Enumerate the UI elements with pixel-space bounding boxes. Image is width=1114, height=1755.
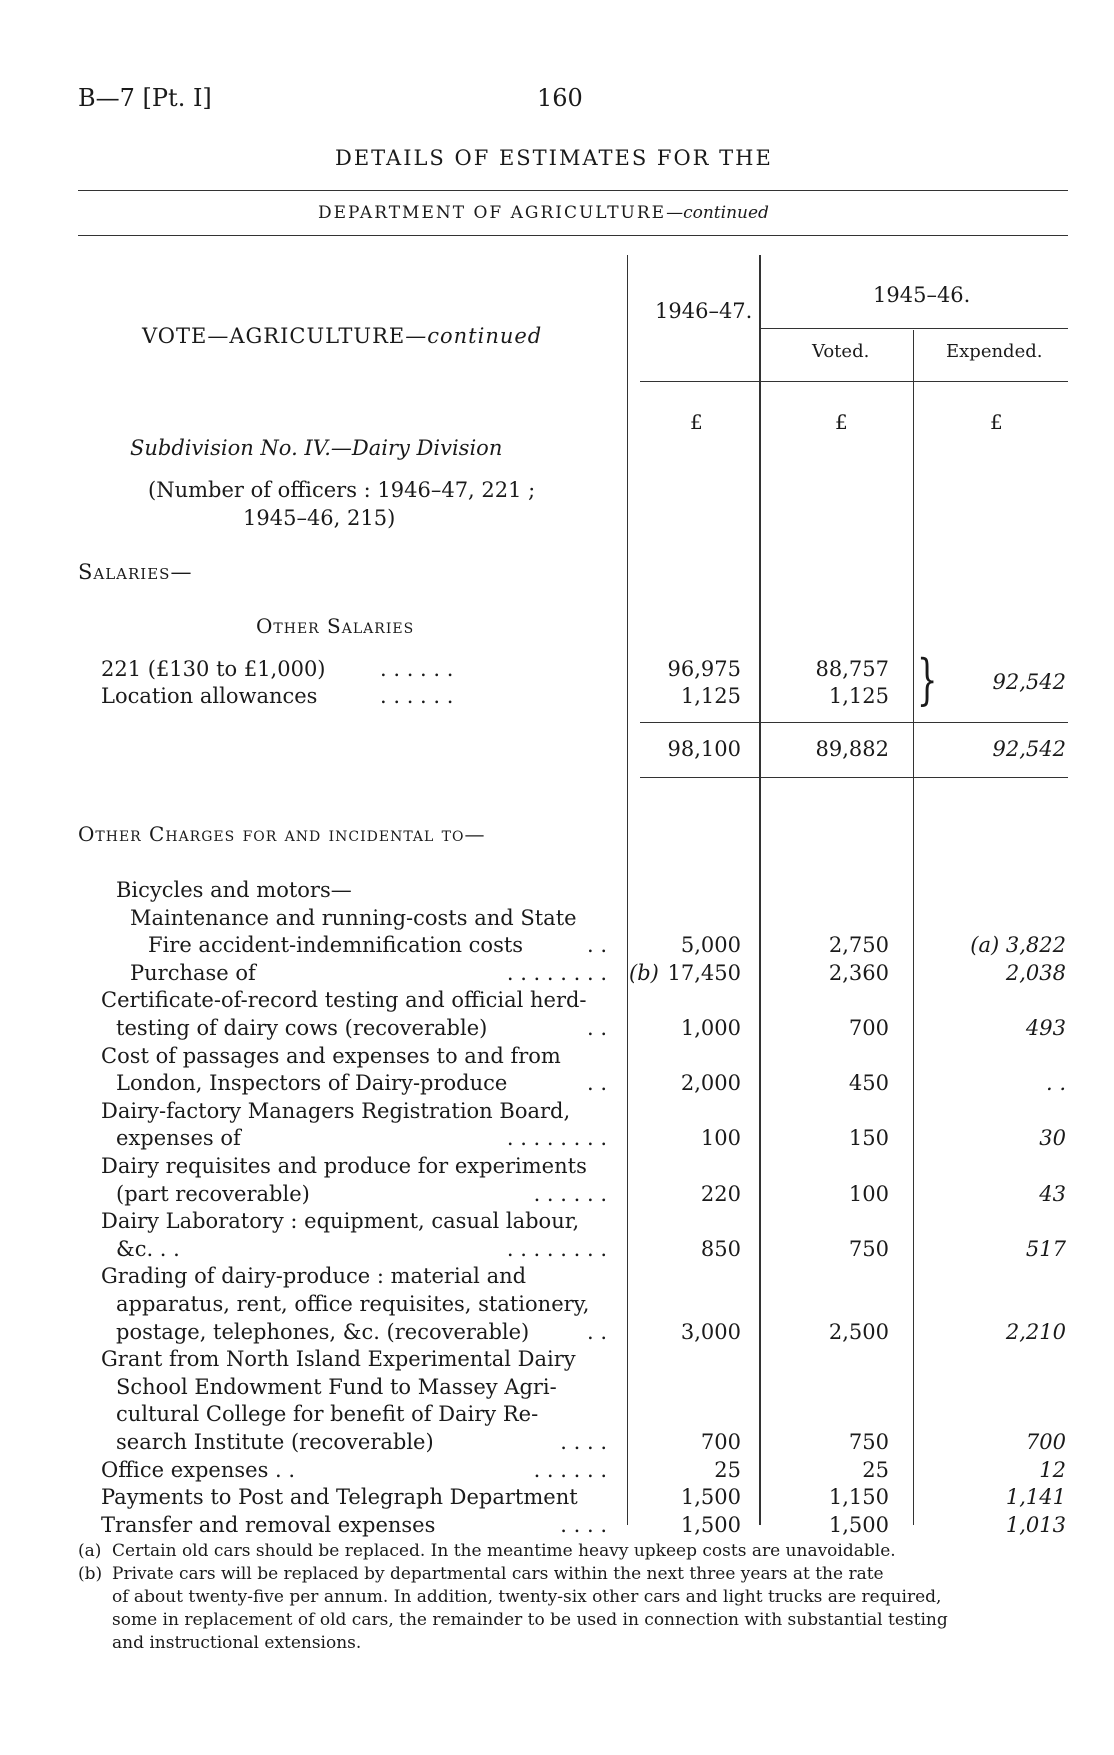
charge-line-label: Cost of passages and expenses to and from [101,1044,561,1068]
footnote-b-line: and instructional extensions. [112,1633,362,1653]
charge-value-1946: 25 [714,1458,741,1482]
charge-line-dots: . . . . [560,1430,607,1454]
charge-line-label: School Endowment Fund to Massey Agri- [116,1375,557,1399]
charge-value-expended: 30 [1039,1126,1066,1150]
charge-line-label: Office expenses . . [101,1458,296,1482]
charge-value-1946: 850 [700,1237,741,1261]
column-rule-expended [913,330,914,1525]
charge-value-voted: 1,500 [828,1513,889,1537]
subtitle-continued: —continued [666,203,769,223]
subtitle-rule [78,235,1068,236]
charge-value-expended: 493 [1025,1016,1066,1040]
charge-line-dots: . . . . . . [533,1458,607,1482]
charge-value-1946: 1,500 [680,1513,741,1537]
charge-value-voted: 750 [848,1430,889,1454]
col-head-voted: Voted. [812,341,870,362]
officers-line-2: 1945–46, 215) [243,506,396,530]
other-salaries-heading: Other Salaries [256,614,415,638]
charge-line-label: postage, telephones, &c. (recoverable) [116,1320,530,1344]
charge-line-dots: . . . . . . . . [506,961,607,985]
charge-line-label: Purchase of [130,961,256,985]
charge-line-dots: . . . . . . [533,1182,607,1206]
charge-value-expended: 1,013 [1005,1513,1066,1537]
salary-row-dots: . . . . . . [380,684,454,708]
vote-continued: —continued [405,324,543,348]
footnote-a-mark: (a) [78,1541,102,1561]
charge-value-1946: 1,500 [680,1485,741,1509]
salary-total-voted: 89,882 [815,737,889,761]
footnote-b-line: Private cars will be replaced by departmental cars within the next three years at the rate [112,1564,884,1584]
salary-bracket-expended: 92,542 [992,670,1066,694]
charge-line-label: Transfer and removal expenses [101,1513,436,1537]
charge-value-expended: 700 [1025,1430,1066,1454]
charge-line-label: Bicycles and motors— [116,878,352,902]
charge-value-voted: 700 [848,1016,889,1040]
charge-line-label: Payments to Post and Telegraph Department [101,1485,578,1509]
charge-line-label: Dairy-factory Managers Registration Board, [101,1099,571,1123]
currency-voted: £ [835,410,848,434]
charge-line-dots: . . [586,1016,607,1040]
charge-value-1946: 700 [700,1430,741,1454]
charge-value-voted: 2,500 [828,1320,889,1344]
salary-total-expended: 92,542 [992,737,1066,761]
vote-heading [142,324,542,348]
salary-total-1946: 98,100 [667,737,741,761]
column-rule-voted [759,255,761,1525]
charge-line-dots: . . [586,1071,607,1095]
charge-value-expended: 517 [1025,1237,1066,1261]
footnote-b-line: of about twenty-five per annum. In addition, twenty-six other cars and light trucks are required, [112,1587,942,1607]
charge-line-label: testing of dairy cows (recoverable) [116,1016,488,1040]
charge-value-1946: 100 [700,1126,741,1150]
charge-line-label: London, Inspectors of Dairy-produce [116,1071,508,1095]
charge-line-label: Grant from North Island Experimental Dairy [101,1347,576,1371]
charge-line-label: &c. . . [116,1237,180,1261]
page-reference: B—7 [Pt. I] [78,84,212,112]
charge-value-expended: (a) 3,822 [970,933,1066,957]
charge-line-label: Fire accident-indemnification costs [148,933,524,957]
footnote-a-text: Certain old cars should be replaced. In the meantime heavy upkeep costs are unavoidable. [112,1541,896,1561]
charge-value-expended: 2,038 [1005,961,1066,985]
brace-icon: } [916,648,938,711]
column-rule-1946 [627,255,628,1525]
charge-line-dots: . . . . . . . . [506,1126,607,1150]
other-charges-heading: Other Charges for and incidental to— [78,822,486,846]
charge-value-expended: 2,210 [1005,1320,1066,1344]
charge-value-voted: 150 [848,1126,889,1150]
charge-line-label: Dairy requisites and produce for experiments [101,1154,587,1178]
charge-line-label: Grading of dairy-produce : material and [101,1264,527,1288]
charge-value-expended: 43 [1039,1182,1066,1206]
charge-line-dots: . . . . . . . . [506,1237,607,1261]
charge-line-dots: . . [586,933,607,957]
charge-value-voted: 1,150 [828,1485,889,1509]
charge-line-label: expenses of [116,1126,241,1150]
header-rule-bottom [640,381,1068,382]
salary-row-1946: 96,975 [667,657,741,681]
charge-value-1946: 3,000 [680,1320,741,1344]
charge-value-voted: 450 [848,1071,889,1095]
charge-value-voted: 750 [848,1237,889,1261]
charge-value-voted: 25 [862,1458,889,1482]
currency-1946: £ [690,410,703,434]
subtitle-main: DEPARTMENT OF AGRICULTURE [318,203,667,223]
vote-label: VOTE—AGRICULTURE [142,324,406,348]
charge-line-label: search Institute (recoverable) [116,1430,434,1454]
charge-line-dots: . . . . [560,1513,607,1537]
col-head-1946: 1946–47. [655,299,753,323]
footnote-b-mark: (b) [78,1564,103,1584]
salary-row-1946: 1,125 [680,684,741,708]
charge-line-label: apparatus, rent, office requisites, stationery, [116,1292,590,1316]
col-head-expended: Expended. [946,341,1043,362]
charge-line-label: Certificate-of-record testing and official herd- [101,988,587,1012]
charge-value-1946: 220 [700,1182,741,1206]
salary-row-label: Location allowances [101,684,318,708]
charge-value-1946: 1,000 [680,1016,741,1040]
charge-value-expended: 1,141 [1005,1485,1066,1509]
charge-value-1946: 17,450 [667,961,741,985]
footnote-b-line: some in replacement of old cars, the remainder to be used in connection with substantial testing [112,1610,948,1630]
salary-row-voted: 88,757 [815,657,889,681]
subtotal-rule-bottom [640,777,1068,778]
charge-value-1946: 2,000 [680,1071,741,1095]
charge-value-1946: 5,000 [680,933,741,957]
subdivision-title: Subdivision No. IV.—Dairy Division [130,436,503,460]
currency-expended: £ [990,410,1003,434]
officers-line-1: (Number of officers : 1946–47, 221 ; [148,478,536,502]
salaries-heading: Salaries— [78,560,193,584]
subtotal-rule-top [640,722,1068,723]
header-rule-1945 [760,328,1068,329]
charge-value-expended: 12 [1039,1458,1066,1482]
charge-value-voted: 100 [848,1182,889,1206]
page-title: DETAILS OF ESTIMATES FOR THE [335,146,773,170]
charge-line-dots: . . [586,1320,607,1344]
charge-line-label: cultural College for benefit of Dairy Re- [116,1402,539,1426]
col-head-1945: 1945–46. [873,283,971,307]
salary-row-label: 221 (£130 to £1,000) [101,657,326,681]
charge-line-label: Maintenance and running-costs and State [130,906,577,930]
page-subtitle [318,203,769,223]
charge-line-label: Dairy Laboratory : equipment, casual labour, [101,1209,580,1233]
charge-line-label: (part recoverable) [116,1182,310,1206]
charge-value-expended: . . [1045,1071,1066,1095]
salary-row-voted: 1,125 [828,684,889,708]
salary-row-dots: . . . . . . [380,657,454,681]
charge-value-voted: 2,360 [828,961,889,985]
charge-value-voted: 2,750 [828,933,889,957]
title-rule [78,190,1068,191]
page-number: 160 [537,84,583,112]
charge-line-note: (b) [629,961,659,985]
